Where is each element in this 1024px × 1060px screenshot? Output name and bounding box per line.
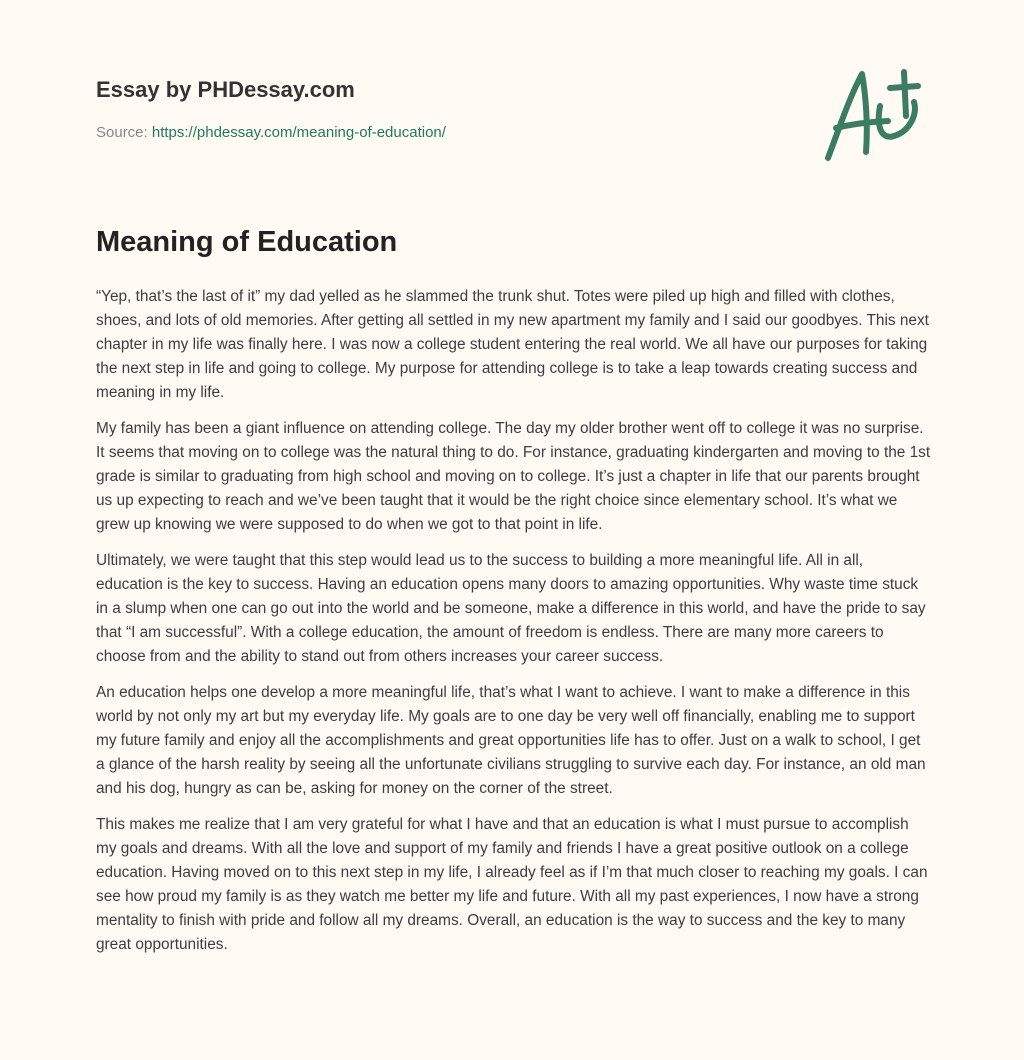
essay-paragraph: Ultimately, we were taught that this step would lead us to the success to building a more meaningful life. All in all, education is the key to success. Having an education opens many doors to amazing opportunities. Why waste time stuck in a slump when one can go out into the world and be someone, make a difference in this world, and have the pride to say that “I am successful”. With a college education, the amount of freedom is endless. There are many more careers to choose from and the ability to stand out from others increases your career success. [96,552,926,665]
source-link[interactable]: https://phdessay.com/meaning-of-education/ [151,124,446,141]
site-brand: Essay by PHDessay.com [96,77,355,102]
essay-paragraph: My family has been a giant influence on attending college. The day my older brother went off to college it was no surprise. It seems that moving on to college was the natural thing to do. For instance, graduating kindergarten and moving to the 1st grade is similar to graduating from high school and moving on to college. It’s just a chapter in life that our parents brought us up expecting to reach and we’ve been taught that it would be the right choice since elementary school. It’s what we grew up knowing we were supposed to do when we got to that point in life. [96,420,931,533]
essay-body [96,285,932,969]
essay-paragraph: This makes me realize that I am very grateful for what I have and that an education is what I must pursue to accomplish my goals and dreams. With all the love and support of my family and friends I have a great positive outlook on a college education. Having moved on to this next step in my life, I already feel as if I’m that much closer to reaching my goals. I can see how proud my family is as they watch me better my life and future. With all my past experiences, I now have a strong mentality to finish with pride and follow all my dreams. Overall, an education is the way to success and the key to many great opportunities. [96,816,928,953]
essay-paragraph: “Yep, that’s the last of it” my dad yelled as he slammed the trunk shut. Totes were piled up high and filled with clothes, shoes, and lots of old memories. After getting all settled in my new apartment my family and I said our goodbyes. This next chapter in my life was finally here. I was now a college student entering the real world. We all have our purposes for taking the next step in life and going to college. My purpose for attending college is to take a leap towards creating success and meaning in my life. [96,288,929,401]
a-plus-logo-icon [818,66,928,166]
source-label: Source: [96,124,148,141]
source-line [96,124,446,141]
essay-title: Meaning of Education [96,226,398,258]
essay-paragraph: An education helps one develop a more meaningful life, that’s what I want to achieve. I want to make a difference in this world by not only my art but my everyday life. My goals are to one day be very well off financially, enabling me to support my future family and enjoy all the accomplishments and great opportunities life has to offer. Just on a walk to school, I get a glance of the harsh reality by seeing all the unfortunate civilians struggling to survive each day. For instance, an old man and his dog, hungry as can be, asking for money on the corner of the street. [96,684,926,797]
